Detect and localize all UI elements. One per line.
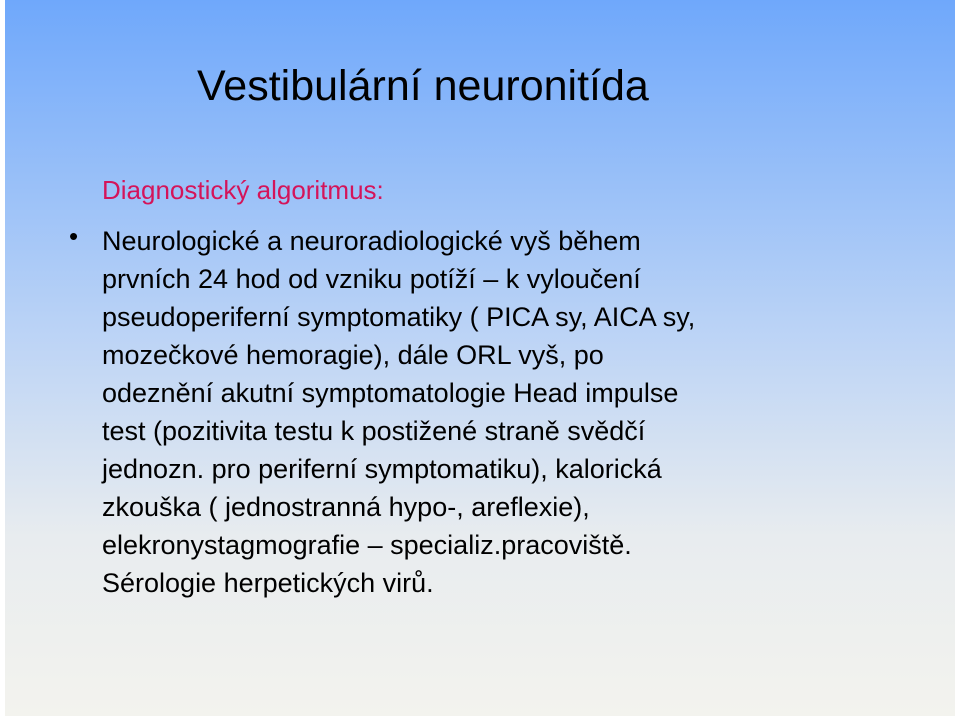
text-line: Sérologie herpetických virů.	[102, 568, 434, 598]
text-line: zkouška ( jednostranná hypo-, areflexie),	[102, 492, 590, 522]
slide-title: Vestibulární neuronitída	[197, 62, 649, 110]
text-line: pseudoperiferní symptomatiky ( PICA sy, AICA sy,	[102, 302, 696, 332]
text-line: elekronystagmografie – specializ.pracoviště.	[102, 530, 632, 560]
slide-background	[5, 0, 955, 716]
subheading: Diagnostický algoritmus:	[102, 175, 384, 205]
text-line: test (pozitivita testu k postižené straně svědčí	[102, 416, 646, 446]
bullet-text	[102, 222, 695, 602]
text-line: Neurologické a neuroradiologické vyš během	[102, 226, 641, 256]
text-line: prvních 24 hod od vzniku potíží – k vyloučení	[102, 264, 641, 294]
bullet-marker: •	[69, 221, 79, 251]
text-line: odeznění akutní symptomatologie Head impulse	[102, 378, 679, 408]
text-line: jednozn. pro periferní symptomatiku), kalorická	[102, 454, 662, 484]
text-line: mozečkové hemoragie), dále ORL vyš, po	[102, 340, 604, 370]
